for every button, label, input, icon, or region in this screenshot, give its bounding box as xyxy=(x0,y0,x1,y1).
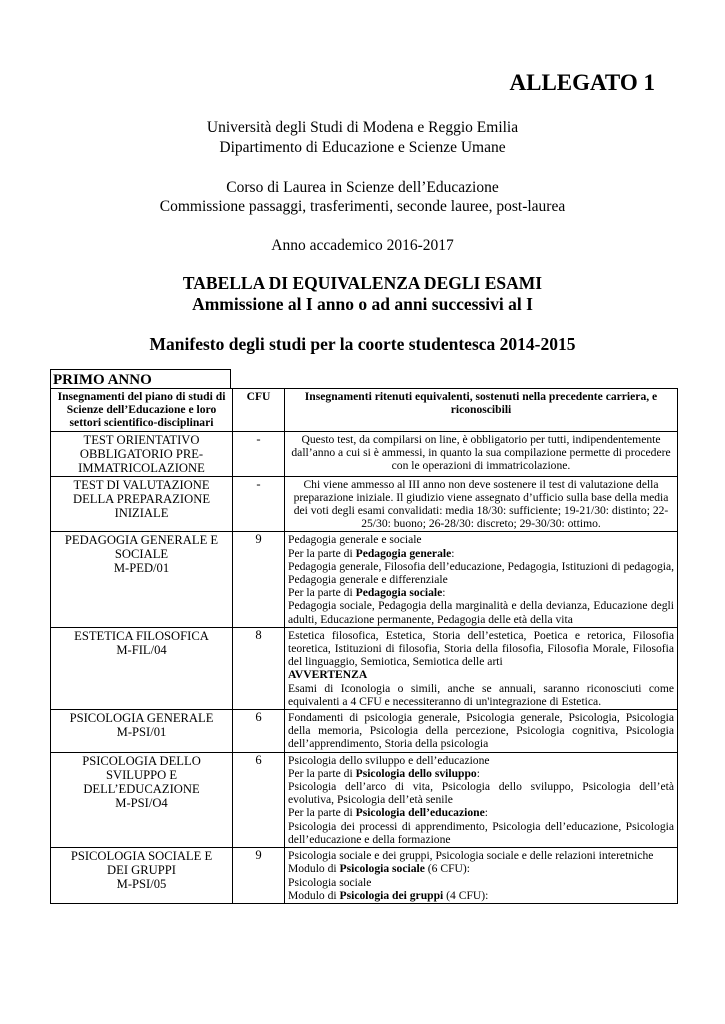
equivalents-cell xyxy=(285,627,678,709)
subject-cell xyxy=(51,532,233,627)
equivalents-cell xyxy=(285,532,678,627)
subject-name-line: TEST DI VALUTAZIONE xyxy=(73,477,210,492)
table-row xyxy=(51,710,678,753)
table-row xyxy=(51,752,678,847)
subject-name-line: IMMATRICOLAZIONE xyxy=(78,460,205,475)
cfu-cell: 6 xyxy=(233,710,285,753)
table-row xyxy=(51,431,678,476)
cfu-cell: 8 xyxy=(233,627,285,709)
cfu-cell: 9 xyxy=(233,532,285,627)
subject-name-line: PSICOLOGIA GENERALE xyxy=(69,711,214,726)
text-fragment: Per la parte di xyxy=(288,586,356,600)
text-fragment: : xyxy=(484,806,488,820)
equivalents-line xyxy=(288,547,674,560)
subject-cell xyxy=(51,431,233,476)
academic-year: Anno accademico 2016-2017 xyxy=(271,237,454,254)
text-fragment: : xyxy=(442,586,446,600)
equivalents-line: Psicologia dell’arco di vita, Psicologia dello sviluppo, Psicologia dell’età evolutiva, Psicologia dell’età senile xyxy=(288,780,674,807)
text-fragment: : xyxy=(451,546,455,560)
table-row xyxy=(51,532,678,627)
text-fragment: : xyxy=(476,766,480,780)
equivalents-line: Pedagogia sociale, Pedagogia della marginalità e della devianza, Educazione degli adulti, Educazione permanente, Pedagogia delle età della vita xyxy=(288,599,674,626)
header-cfu: CFU xyxy=(233,389,285,432)
text-fragment: (4 CFU): xyxy=(443,888,489,902)
subject-name-line: PSICOLOGIA DELLO xyxy=(82,753,201,768)
admission-subtitle: Ammissione al I anno o ad anni successivi al I xyxy=(192,294,533,314)
equivalents-line: Psicologia sociale xyxy=(288,875,372,889)
subject-cell xyxy=(51,752,233,847)
subject-name-line: DEI GRUPPI xyxy=(107,863,176,878)
university-name: Università degli Studi di Modena e Reggio Emilia xyxy=(206,119,519,136)
subject-cell xyxy=(51,848,233,904)
cfu-cell: 6 xyxy=(233,752,285,847)
bold-subject: Psicologia sociale xyxy=(339,862,425,876)
equivalents-line: Esami di Iconologia o simili, anche se annuali, saranno riconosciuti come equivalenti a 4 CFU e necessiteranno di un'integrazione di Estetica. xyxy=(288,681,674,708)
subject-name-line: INIZIALE xyxy=(114,505,169,520)
equivalence-table xyxy=(50,388,678,904)
equivalents-line: Psicologia sociale e dei gruppi, Psicologia sociale e delle relazioni interetniche xyxy=(288,849,654,863)
subject-name-line: M-PSI/O4 xyxy=(115,795,168,810)
equivalents-line xyxy=(288,806,674,819)
bold-subject: Pedagogia sociale xyxy=(355,586,443,600)
subject-name-line: TEST ORIENTATIVO xyxy=(83,432,200,447)
subject-name-line: OBBLIGATORIO PRE- xyxy=(79,446,204,461)
equivalents-line xyxy=(288,889,674,902)
equivalents-cell xyxy=(285,752,678,847)
manifesto-heading: Manifesto degli studi per la coorte studentesca 2014-2015 xyxy=(149,334,576,354)
text-fragment: Modulo di xyxy=(288,888,340,902)
text-fragment: Modulo di xyxy=(288,862,340,876)
equivalents-cell: Fondamenti di psicologia generale, Psicologia generale, Psicologia, Psicologia della memoria, Psicologia della percezione, Psicologia cognitiva, Psicologia dell’apprendimento, Storia della psicologia xyxy=(285,710,678,753)
bold-subject: Pedagogia generale xyxy=(355,546,452,560)
equivalents-line: Pedagogia generale e sociale xyxy=(288,533,422,547)
bold-subject: Psicologia dell’educazione xyxy=(355,806,485,820)
subject-cell xyxy=(51,627,233,709)
subject-name-line: DELL’EDUCAZIONE xyxy=(83,781,200,796)
subject-name-line: M-PSI/01 xyxy=(116,725,167,740)
subject-name-line: M-PED/01 xyxy=(113,561,170,576)
equivalents-line: Estetica filosofica, Estetica, Storia dell’estetica, Poetica e retorica, Filosofia teoretica, Istituzioni di filosofia, Storia della filosofia, Filosofia Morale, Filosofia del linguaggio, Semiotica, Semiotica delle arti xyxy=(288,628,674,669)
equivalents-cell: Questo test, da compilarsi on line, è obbligatorio per tutti, indipendentemente dall’anno a cui si è ammessi, in quanto la sua compilazione permette di procedere con le operazioni di immatricolazione. xyxy=(285,431,678,476)
subject-name-line: ESTETICA FILOSOFICA xyxy=(74,628,209,643)
text-fragment: Per la parte di xyxy=(288,546,356,560)
table-row xyxy=(51,627,678,709)
equivalents-line xyxy=(288,862,674,875)
table-row xyxy=(51,476,678,532)
warning-label: AVVERTENZA xyxy=(288,668,368,682)
text-fragment: Per la parte di xyxy=(288,766,356,780)
bold-subject: Psicologia dello sviluppo xyxy=(355,766,477,780)
subject-name-line: PSICOLOGIA SOCIALE E xyxy=(70,849,213,864)
cfu-cell: - xyxy=(233,476,285,532)
section-label-primo-anno: PRIMO ANNO xyxy=(50,369,231,389)
equivalents-line: Psicologia dello sviluppo e dell’educazione xyxy=(288,753,490,767)
allegato-title: ALLEGATO 1 xyxy=(509,70,655,95)
text-fragment: Per la parte di xyxy=(288,806,356,820)
subject-name-line: M-PSI/05 xyxy=(116,877,167,892)
subject-name-line: PEDAGOGIA GENERALE E xyxy=(64,533,219,548)
equivalents-line: Pedagogia generale, Filosofia dell’educazione, Pedagogia, Istituzioni di pedagogia, Pedagogia generale e differenziale xyxy=(288,559,675,587)
table-header-row xyxy=(51,389,678,432)
equivalents-line: Psicologia dei processi di apprendimento, Psicologia dell’educazione, Psicologia dell’educazione e della formazione xyxy=(288,819,674,846)
subject-name-line: M-FIL/04 xyxy=(116,642,167,657)
subject-name-line: DELLA PREPARAZIONE xyxy=(72,491,211,506)
equivalents-cell: Chi viene ammesso al III anno non deve sostenere il test di valutazione della preparazione iniziale. Il giudizio viene assegnato d’ufficio sulla base della media dei voti degli esami convalidati: media 18/30: sufficiente; 19-21/30: distinto; 22-25/30: buono; 26-28/30: discreto; 29-30/30: ottimo. xyxy=(285,476,678,532)
text-fragment: (6 CFU): xyxy=(424,862,470,876)
cfu-cell: 9 xyxy=(233,848,285,904)
subject-name-line: SVILUPPO E xyxy=(105,767,178,782)
bold-subject: Psicologia dei gruppi xyxy=(339,888,444,902)
header-equivalents: Insegnamenti ritenuti equivalenti, sostenuti nella precedente carriera, e riconoscibili xyxy=(285,389,678,432)
equivalents-line xyxy=(288,767,674,780)
table-title: TABELLA DI EQUIVALENZA DEGLI ESAMI xyxy=(182,273,543,293)
cfu-cell: - xyxy=(233,431,285,476)
subject-name-line: SOCIALE xyxy=(114,547,169,562)
commission-name: Commissione passaggi, trasferimenti, seconde lauree, post-laurea xyxy=(159,198,566,215)
department-name: Dipartimento di Educazione e Scienze Umane xyxy=(219,139,506,156)
table-row xyxy=(51,848,678,904)
header-subject: Insegnamenti del piano di studi di Scienze dell’Educazione e loro settori scientifico-disciplinari xyxy=(51,389,233,432)
equivalents-cell xyxy=(285,848,678,904)
course-name: Corso di Laurea in Scienze dell’Educazione xyxy=(226,179,499,196)
subject-cell xyxy=(51,710,233,753)
subject-cell xyxy=(51,476,233,532)
equivalents-line xyxy=(288,586,674,599)
